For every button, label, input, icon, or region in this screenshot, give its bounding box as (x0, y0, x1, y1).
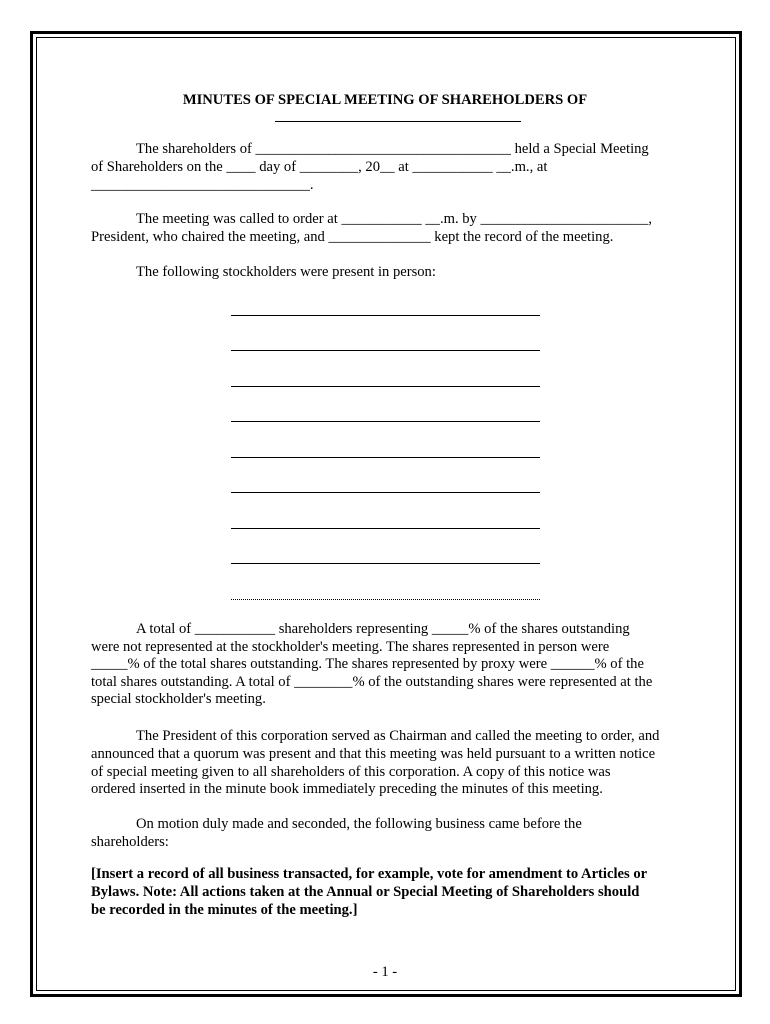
para5-line4: ordered inserted in the minute book immediately preceding the minutes of this meeting. (91, 781, 603, 797)
para5-line3: of special meeting given to all shareholders of this corporation. A copy of this notice was (91, 764, 611, 780)
para5-line1: The President of this corporation served as Chairman and called the meeting to order, and (136, 728, 660, 744)
stockholder-line-3 (231, 386, 540, 387)
instruction-line2: Bylaws. Note: All actions taken at the Annual or Special Meeting of Shareholders should (91, 884, 640, 900)
para6-line2: shareholders: (91, 834, 169, 850)
stockholder-line-1 (231, 315, 540, 316)
para4-line5: special stockholder's meeting. (91, 691, 266, 707)
para6-line1: On motion duly made and seconded, the following business came before the (136, 816, 582, 832)
instruction-line1: [Insert a record of all business transacted, for example, vote for amendment to Articles or (91, 866, 648, 882)
para2-line1: The meeting was called to order at ___________ __.m. by _______________________, (136, 211, 652, 227)
para4-line3: _____% of the total shares outstanding. The shares represented by proxy were ______% of the (91, 656, 644, 672)
stockholder-line-7 (231, 528, 540, 529)
stockholder-line-9 (231, 599, 540, 600)
stockholder-line-4 (231, 421, 540, 422)
para5-line2: announced that a quorum was present and that this meeting was held pursuant to a written notice (91, 746, 656, 762)
stockholder-line-6 (231, 492, 540, 493)
para3-line1: The following stockholders were present in person: (136, 264, 436, 280)
para1-line1: The shareholders of ___________________________________ held a Special Meeting (136, 141, 649, 157)
title-blank-line (275, 121, 521, 122)
para4-line1: A total of ___________ shareholders representing _____% of the shares outstanding (136, 621, 630, 637)
stockholder-line-8 (231, 563, 540, 564)
para1-line2: of Shareholders on the ____ day of ________, 20__ at ___________ __.m., at (91, 159, 548, 175)
para2-line2: President, who chaired the meeting, and ______________ kept the record of the meeting. (91, 229, 614, 245)
para4-line4: total shares outstanding. A total of ________% of the outstanding shares were represented at the (91, 674, 653, 690)
para4-line2: were not represented at the stockholder's meeting. The shares represented in person were (91, 639, 610, 655)
document-title: MINUTES OF SPECIAL MEETING OF SHAREHOLDERS OF (182, 92, 588, 108)
stockholder-line-5 (231, 457, 540, 458)
instruction-line3: be recorded in the minutes of the meeting.] (91, 902, 358, 918)
para1-line3: ______________________________. (91, 177, 314, 193)
page-number: - 1 - (372, 964, 398, 980)
stockholder-line-2 (231, 350, 540, 351)
